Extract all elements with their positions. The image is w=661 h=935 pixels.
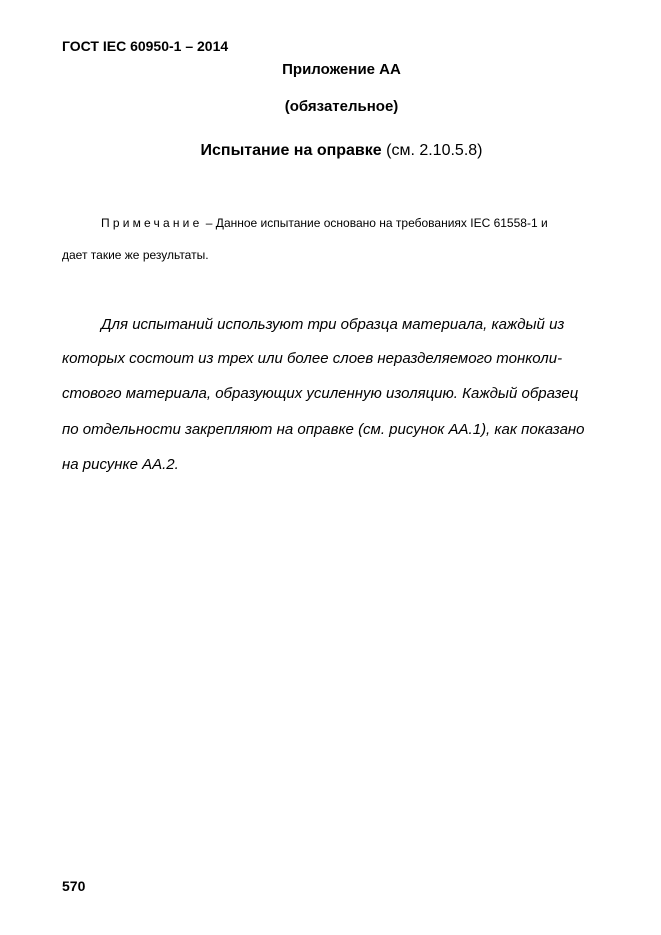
section-heading-title: Испытание на оправке [200, 142, 382, 159]
body-paragraph-line: Для испытаний используют три образца материала, каждый из [101, 316, 565, 333]
body-paragraph-line: стового материала, образующих усиленную изоляцию. Каждый образец [62, 385, 579, 402]
section-heading-reference: (см. 2.10.5.8) [381, 142, 483, 159]
page-number: 570 [62, 878, 86, 894]
note-text: – Данное испытание основано на требованиях IEC 61558-1 и [202, 216, 548, 230]
annex-status: (обязательное) [284, 98, 399, 115]
body-paragraph-line: на рисунке АА.2. [62, 456, 179, 473]
body-paragraph-line: по отдельности закрепляют на оправке (см. рисунок АА.1), как показано [62, 421, 585, 438]
note-line-1 [101, 216, 548, 230]
body-paragraph-line: которых состоит из трех или более слоев неразделяемого тонколи- [62, 350, 563, 367]
document-code: ГОСТ IEC 60950-1 – 2014 [62, 38, 229, 54]
annex-title: Приложение АА [282, 61, 401, 78]
note-line-2: дает такие же результаты. [62, 248, 209, 262]
section-heading [0, 142, 661, 160]
note-label: Примечание [101, 216, 203, 230]
